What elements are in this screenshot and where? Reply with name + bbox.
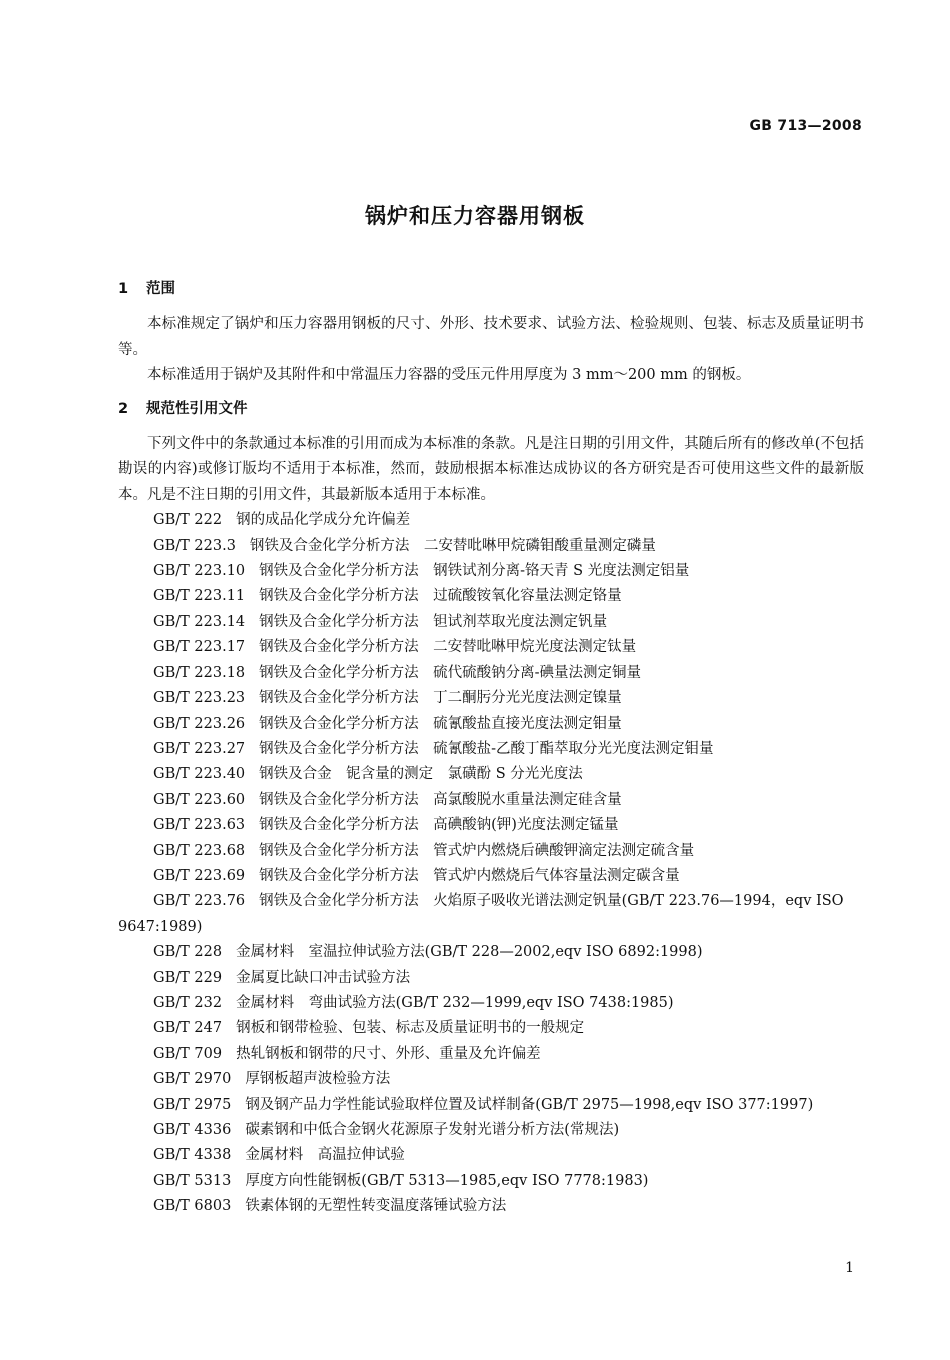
reference-title: 金属材料 高温拉伸试验 bbox=[245, 1147, 405, 1164]
document-body bbox=[118, 277, 864, 1220]
reference-title: 钢铁及合金化学分析方法 管式炉内燃烧后气体容量法测定碳含量 bbox=[259, 867, 680, 884]
reference-title: 钢铁及合金化学分析方法 二安替吡啉甲烷磷钼酸重量测定磷量 bbox=[249, 537, 656, 554]
reference-item bbox=[118, 584, 864, 609]
reference-item bbox=[118, 559, 864, 584]
reference-item bbox=[118, 864, 864, 889]
reference-code: GB/T 709 bbox=[153, 1045, 223, 1062]
reference-title: 钢铁及合金化学分析方法 钽试剂萃取光度法测定钒量 bbox=[259, 613, 608, 630]
reference-title: 铁素体钢的无塑性转变温度落锤试验方法 bbox=[245, 1198, 507, 1215]
section-number: 1 bbox=[118, 281, 129, 297]
reference-code: GB/T 229 bbox=[153, 969, 223, 986]
reference-code: GB/T 232 bbox=[153, 994, 223, 1011]
reference-title: 厚度方向性能钢板(GB/T 5313—1985,eqv ISO 7778:1983) bbox=[245, 1172, 649, 1189]
reference-code: GB/T 2975 bbox=[153, 1096, 232, 1113]
reference-title: 钢铁及合金化学分析方法 管式炉内燃烧后碘酸钾滴定法测定硫含量 bbox=[259, 842, 695, 859]
reference-title: 金属材料 室温拉伸试验方法(GB/T 228—2002,eqv ISO 6892:1998) bbox=[236, 944, 703, 961]
reference-list bbox=[118, 508, 864, 1219]
reference-code: GB/T 223.68 bbox=[153, 842, 246, 859]
reference-title: 钢铁及合金化学分析方法 火焰原子吸收光谱法测定钒量(GB/T 223.76—1994，eqv ISO 9647:1989) bbox=[118, 893, 844, 935]
reference-title: 钢铁及合金化学分析方法 硫代硫酸钠分离-碘量法测定铜量 bbox=[259, 664, 642, 681]
reference-item bbox=[118, 1194, 864, 1219]
reference-code: GB/T 223.18 bbox=[153, 664, 246, 681]
reference-title: 钢铁及合金化学分析方法 高碘酸钠(钾)光度法测定锰量 bbox=[259, 817, 619, 834]
reference-item bbox=[118, 889, 864, 940]
reference-title: 钢铁及合金化学分析方法 高氯酸脱水重量法测定硅含量 bbox=[259, 791, 622, 808]
reference-title: 钢及钢产品力学性能试验取样位置及试样制备(GB/T 2975—1998,eqv ISO 377:1997) bbox=[245, 1096, 814, 1113]
reference-item bbox=[118, 1143, 864, 1168]
reference-item bbox=[118, 737, 864, 762]
reference-item bbox=[118, 635, 864, 660]
reference-code: GB/T 223.40 bbox=[153, 766, 246, 783]
reference-code: GB/T 223.23 bbox=[153, 690, 246, 707]
reference-code: GB/T 223.26 bbox=[153, 715, 246, 732]
reference-code: GB/T 223.76 bbox=[153, 893, 246, 910]
reference-code: GB/T 2970 bbox=[153, 1071, 232, 1088]
reference-code: GB/T 5313 bbox=[153, 1172, 232, 1189]
references-intro: 下列文件中的条款通过本标准的引用而成为本标准的条款。凡是注日期的引用文件，其随后所有的修改单(不包括勘误的内容)或修订版均不适用于本标准，然而，鼓励根据本标准达成协议的各方研究是否可使用这些文件的最新版本。凡是不注日期的引用文件，其最新版本适用于本标准。 bbox=[118, 436, 864, 503]
reference-item bbox=[118, 940, 864, 965]
reference-code: GB/T 223.69 bbox=[153, 867, 246, 884]
reference-item bbox=[118, 839, 864, 864]
reference-title: 钢铁及合金化学分析方法 丁二酮肟分光光度法测定镍量 bbox=[259, 690, 622, 707]
reference-item bbox=[118, 1093, 864, 1118]
reference-code: GB/T 223.3 bbox=[153, 537, 236, 554]
reference-item bbox=[118, 1118, 864, 1143]
page-number: 1 bbox=[845, 1260, 854, 1276]
section-title: 范围 bbox=[146, 281, 175, 297]
reference-item bbox=[118, 966, 864, 991]
reference-code: GB/T 228 bbox=[153, 944, 223, 961]
reference-item bbox=[118, 1016, 864, 1041]
section-number: 2 bbox=[118, 400, 129, 417]
scope-paragraph: 本标准规定了锅炉和压力容器用钢板的尺寸、外形、技术要求、试验方法、检验规则、包装、标志及质量证明书等。 bbox=[118, 316, 864, 358]
document-title: 锅炉和压力容器用钢板 bbox=[365, 204, 585, 228]
reference-code: GB/T 223.60 bbox=[153, 791, 246, 808]
reference-title: 钢的成品化学成分允许偏差 bbox=[236, 512, 411, 529]
reference-item bbox=[118, 712, 864, 737]
reference-title: 钢板和钢带检验、包装、标志及质量证明书的一般规定 bbox=[236, 1020, 585, 1037]
reference-title: 金属材料 弯曲试验方法(GB/T 232—1999,eqv ISO 7438:1985) bbox=[236, 994, 674, 1011]
reference-title: 热轧钢板和钢带的尺寸、外形、重量及允许偏差 bbox=[236, 1045, 541, 1062]
scope-paragraph: 本标准适用于锅炉及其附件和中常温压力容器的受压元件用厚度为 3 mm～200 mm 的钢板。 bbox=[147, 367, 751, 384]
reference-item bbox=[118, 508, 864, 533]
section-title: 规范性引用文件 bbox=[146, 400, 248, 417]
reference-code: GB/T 223.10 bbox=[153, 563, 246, 580]
section-heading-scope bbox=[118, 277, 864, 302]
reference-code: GB/T 223.27 bbox=[153, 740, 246, 757]
reference-item bbox=[118, 788, 864, 813]
reference-code: GB/T 4338 bbox=[153, 1147, 232, 1164]
reference-code: GB/T 4336 bbox=[153, 1122, 232, 1138]
reference-title: 钢铁及合金化学分析方法 硫氰酸盐-乙酸丁酯萃取分光光度法测定钼量 bbox=[259, 740, 714, 757]
reference-item bbox=[118, 534, 864, 559]
reference-item bbox=[118, 1067, 864, 1092]
reference-item bbox=[118, 1169, 864, 1194]
reference-item bbox=[118, 610, 864, 635]
reference-title: 钢铁及合金化学分析方法 过硫酸铵氧化容量法测定铬量 bbox=[259, 588, 622, 605]
reference-title: 钢铁及合金化学分析方法 硫氰酸盐直接光度法测定钼量 bbox=[259, 715, 622, 732]
reference-code: GB/T 247 bbox=[153, 1020, 223, 1037]
reference-title: 钢铁及合金 铌含量的测定 氯磺酚 S 分光光度法 bbox=[259, 766, 583, 783]
reference-item bbox=[118, 813, 864, 838]
reference-item bbox=[118, 762, 864, 787]
reference-code: GB/T 223.14 bbox=[153, 613, 246, 630]
reference-code: GB/T 223.17 bbox=[153, 639, 246, 656]
reference-code: GB/T 223.11 bbox=[153, 588, 246, 605]
section-heading-normative-references bbox=[118, 397, 864, 422]
reference-title: 金属夏比缺口冲击试验方法 bbox=[236, 969, 411, 986]
reference-code: GB/T 222 bbox=[153, 512, 223, 529]
reference-code: GB/T 223.63 bbox=[153, 817, 246, 834]
reference-title: 碳素钢和中低合金钢火花源原子发射光谱分析方法(常规法) bbox=[245, 1122, 620, 1138]
reference-item bbox=[118, 1042, 864, 1067]
reference-item bbox=[118, 686, 864, 711]
reference-title: 钢铁及合金化学分析方法 钢铁试剂分离-铬天青 S 光度法测定铝量 bbox=[259, 563, 690, 580]
standard-number: GB 713—2008 bbox=[749, 118, 862, 134]
reference-title: 厚钢板超声波检验方法 bbox=[245, 1071, 391, 1088]
reference-title: 钢铁及合金化学分析方法 二安替吡啉甲烷光度法测定钛量 bbox=[259, 639, 637, 656]
reference-code: GB/T 6803 bbox=[153, 1198, 232, 1215]
reference-item bbox=[118, 991, 864, 1016]
reference-item bbox=[118, 661, 864, 686]
